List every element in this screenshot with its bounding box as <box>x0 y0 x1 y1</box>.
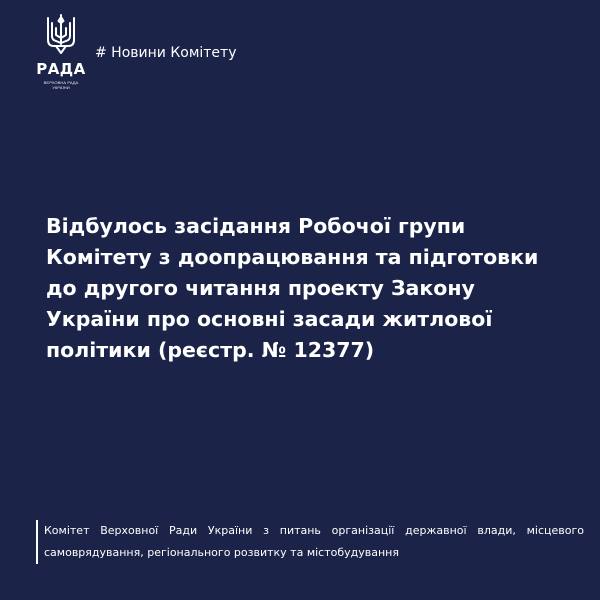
news-headline: Відбулось засідання Робочої групи Комітету з доопрацювання та підготовки до другого читання проекту Закону України про основні засади житлової політики (реєстр. № 12377) <box>46 214 539 362</box>
news-hashtag: # Новини Комітету <box>95 45 237 61</box>
rada-logo <box>32 14 90 92</box>
logo-subtitle-line: ВЕРХОВНА РАДА <box>43 80 79 85</box>
logo-subtitle-line: УКРАЇНИ <box>52 85 70 90</box>
committee-footer <box>36 520 584 564</box>
logo-wordmark: РАДА <box>36 60 86 78</box>
logo-subtitle <box>32 80 90 90</box>
trident-icon <box>45 14 77 56</box>
committee-name: Комітет Верховної Ради України з питань організації державної влади, місцевого самоврядування, регіонального розвитку та містобудування <box>44 524 584 559</box>
